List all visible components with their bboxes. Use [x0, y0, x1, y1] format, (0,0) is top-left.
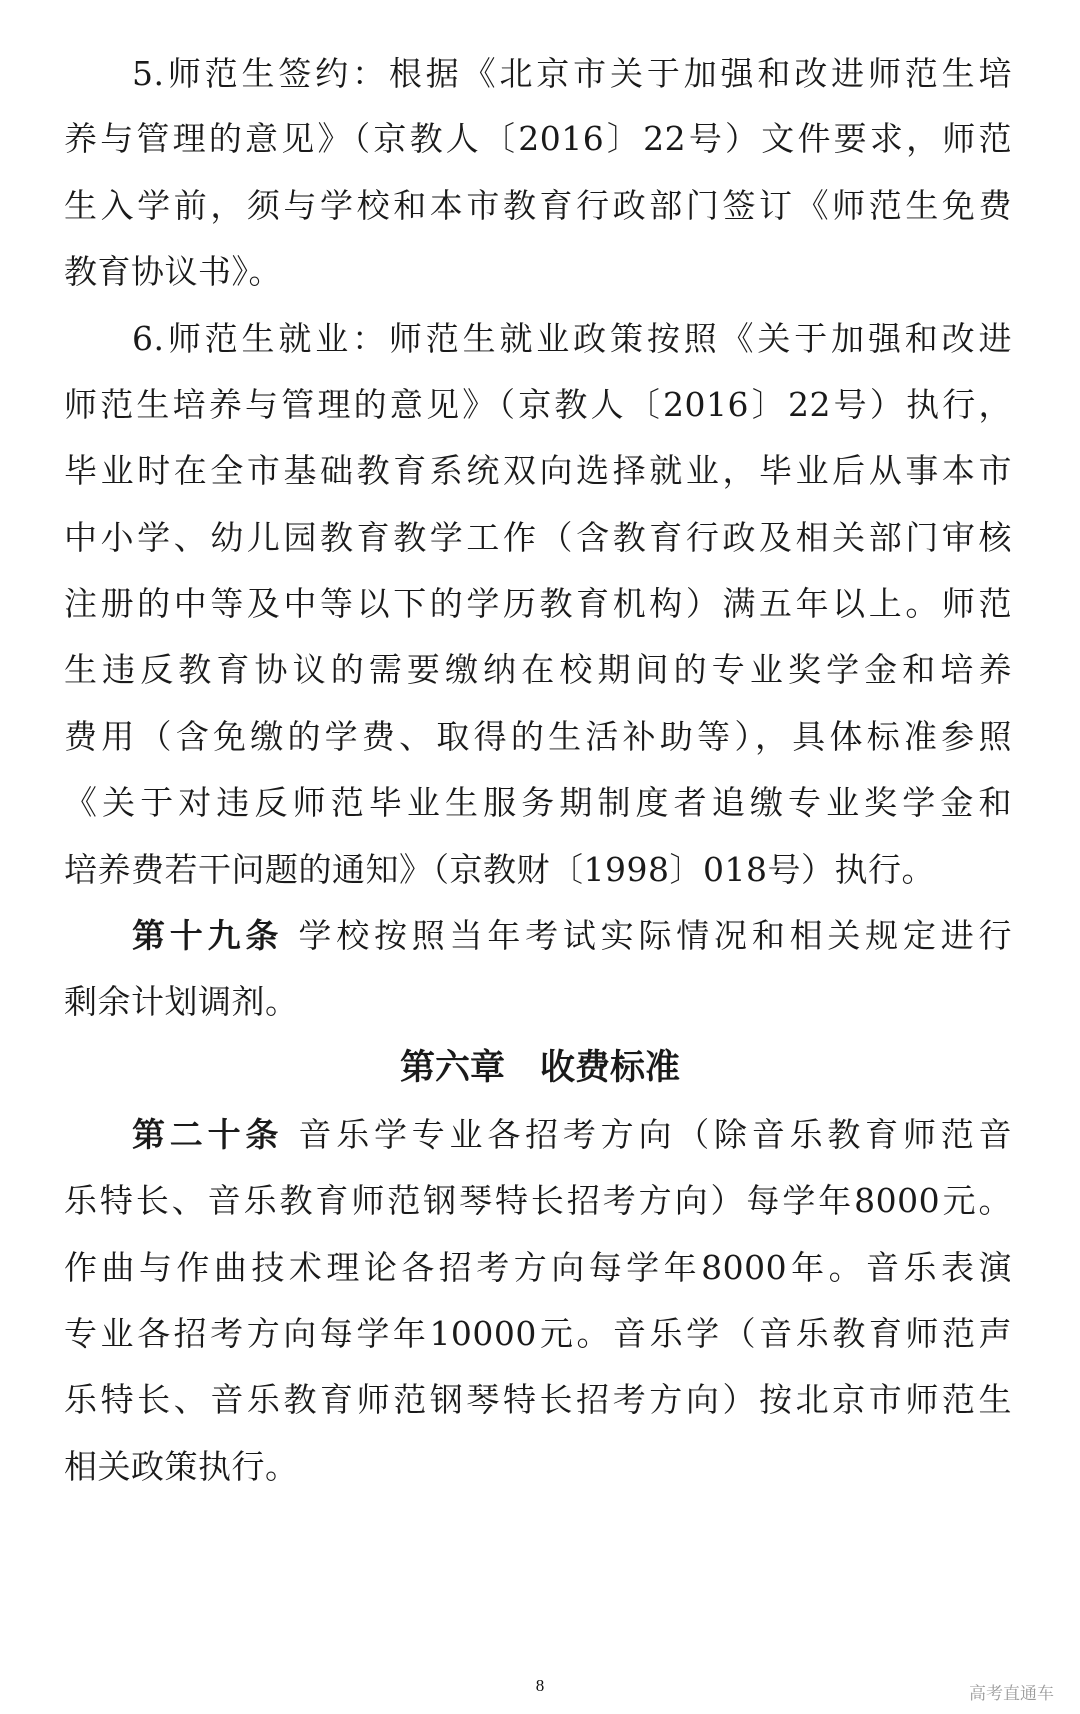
article20-first-text: 音乐学专业各招考方向（除音乐教育师范音 — [298, 1115, 1013, 1154]
item6-line-1: 6.师范生就业：师范生就业政策按照《关于加强和改进 — [132, 319, 1012, 358]
article20-line-5: 乐特长、音乐教育师范钢琴特长招考方向）按北京市师范生 — [64, 1380, 1012, 1419]
watermark: 高考直通车 — [969, 1684, 1054, 1704]
item6-line-9: 培养费若干问题的通知》（京教财〔1998〕018号）执行。 — [64, 850, 935, 889]
article20-line-4: 专业各招考方向每学年10000元。音乐学（音乐教育师范声 — [64, 1314, 1012, 1353]
item5-line-1: 5.师范生签约：根据《北京市关于加强和改进师范生培 — [132, 54, 1012, 93]
article19-line-1 — [132, 908, 1012, 964]
article20-line-2: 乐特长、音乐教育师范钢琴特长招考方向）每学年8000元。 — [64, 1181, 1012, 1220]
item6-line-5: 注册的中等及中等以下的学历教育机构）满五年以上。师范 — [64, 584, 1012, 623]
article20-line-6: 相关政策执行。 — [64, 1447, 299, 1486]
item6-line-8: 《关于对违反师范毕业生服务期制度者追缴专业奖学金和 — [64, 783, 1012, 822]
article19-first-text: 学校按照当年考试实际情况和相关规定进行 — [298, 916, 1013, 955]
item6-line-6: 生违反教育协议的需要缴纳在校期间的专业奖学金和培养 — [64, 650, 1012, 689]
item5-line-4: 教育协议书》。 — [64, 252, 282, 291]
article20-label: 第二十条 — [132, 1115, 284, 1154]
item6-line-4: 中小学、幼儿园教育教学工作（含教育行政及相关部门审核 — [64, 518, 1012, 557]
article20-line-1 — [132, 1107, 1012, 1163]
article19-label: 第十九条 — [132, 916, 284, 955]
item6-line-2: 师范生培养与管理的意见》（京教人〔2016〕22号）执行， — [64, 385, 1012, 424]
article20-line-3: 作曲与作曲技术理论各招考方向每学年8000年。音乐表演 — [64, 1248, 1012, 1287]
item6-line-3: 毕业时在全市基础教育系统双向选择就业，毕业后从事本市 — [64, 451, 1012, 490]
item5-line-3: 生入学前，须与学校和本市教育行政部门签订《师范生免费 — [64, 186, 1012, 225]
article19-line-2: 剩余计划调剂。 — [64, 982, 299, 1021]
item6-line-7: 费用（含免缴的学费、取得的生活补助等），具体标准参照 — [64, 717, 1012, 756]
page-number: 8 — [535, 1676, 545, 1695]
chapter-heading: 第六章 收费标准 — [399, 1048, 680, 1088]
item5-line-2: 养与管理的意见》（京教人〔2016〕22号）文件要求，师范 — [64, 119, 1012, 158]
